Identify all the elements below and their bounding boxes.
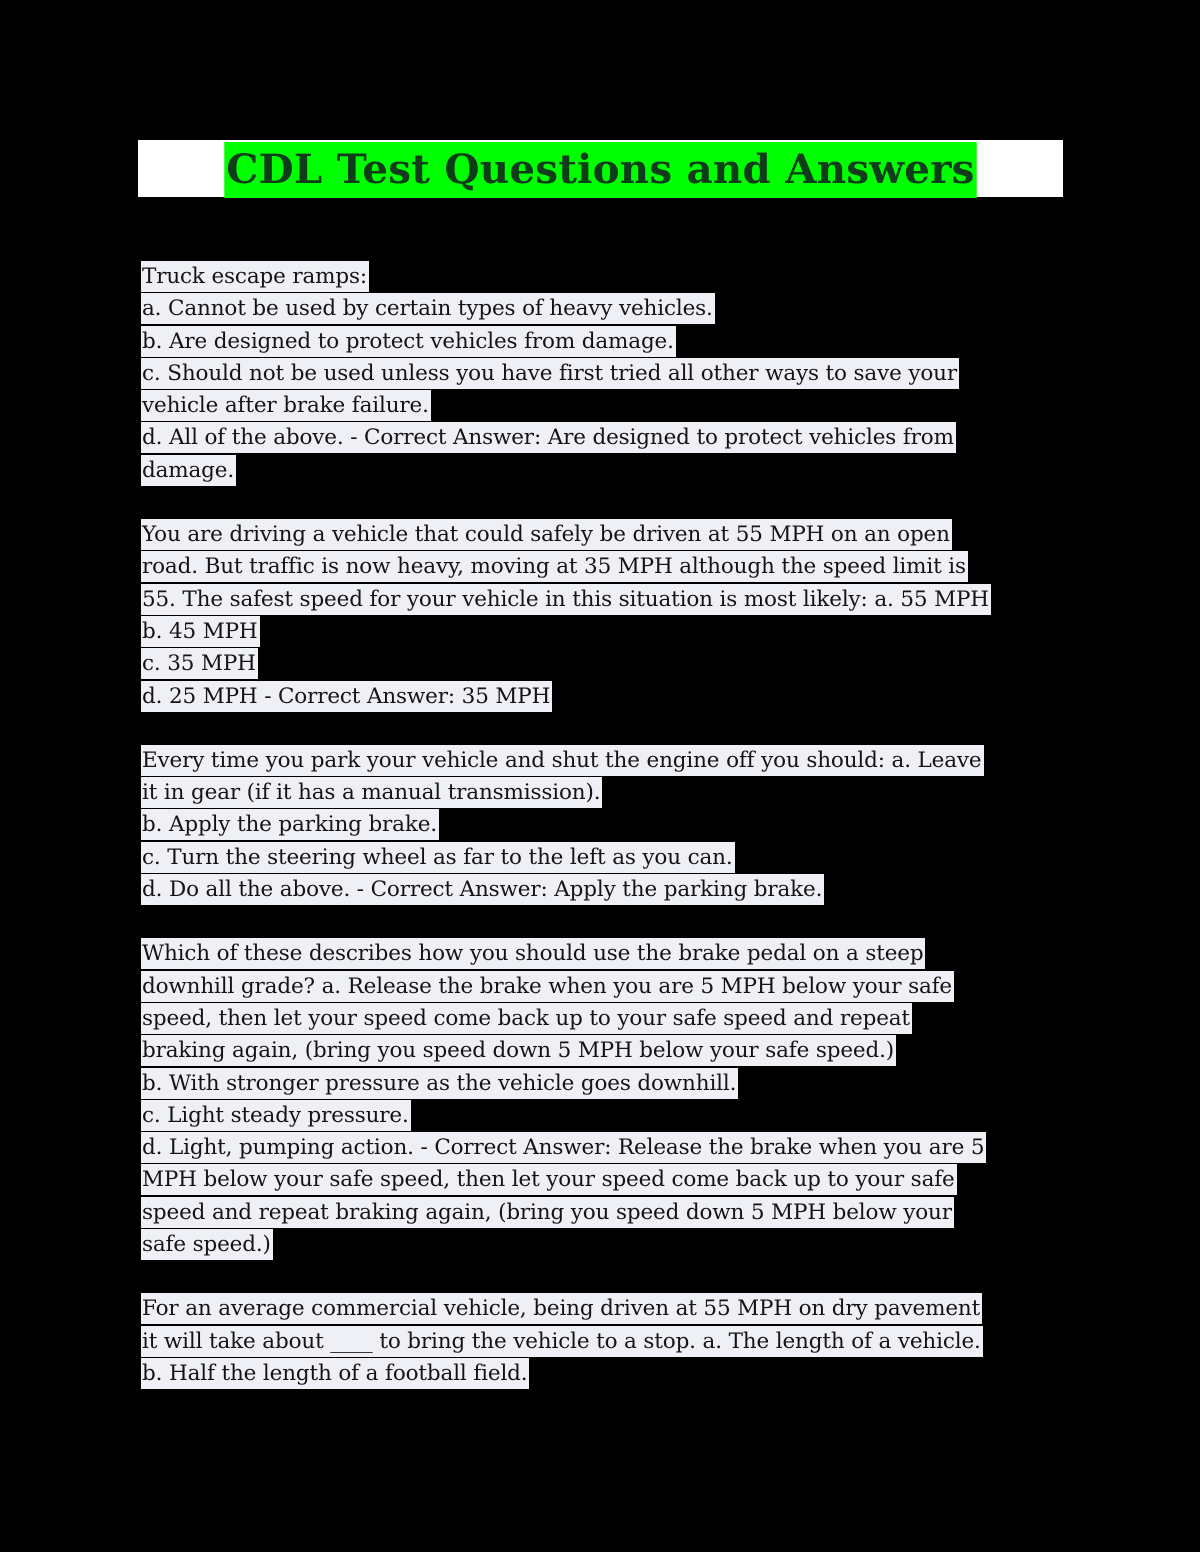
line-text: b. 45 MPH [141, 616, 260, 647]
line-text: speed and repeat braking again, (bring you speed down 5 MPH below your [141, 1197, 954, 1228]
text-line [141, 1164, 1066, 1196]
line-text: b. Are designed to protect vehicles from damage. [141, 326, 676, 357]
page-title: CDL Test Questions and Answers [224, 142, 976, 198]
line-text: c. Should not be used unless you have first tried all other ways to save your [141, 358, 959, 389]
text-line [141, 1132, 1066, 1164]
text-line [141, 390, 1066, 422]
qa-list [141, 261, 1066, 1422]
text-line [141, 1197, 1066, 1229]
line-text: d. Do all the above. - Correct Answer: Apply the parking brake. [141, 874, 824, 905]
title-band [138, 140, 1063, 197]
line-text: You are driving a vehicle that could safely be driven at 55 MPH on an open [141, 519, 952, 550]
line-text: c. Light steady pressure. [141, 1100, 411, 1131]
line-text: Every time you park your vehicle and shut the engine off you should: a. Leave [141, 745, 984, 776]
text-line [141, 648, 1066, 680]
text-line [141, 1358, 1066, 1390]
line-text: b. With stronger pressure as the vehicle goes downhill. [141, 1068, 738, 1099]
text-line [141, 1068, 1066, 1100]
line-text: braking again, (bring you speed down 5 MPH below your safe speed.) [141, 1035, 896, 1066]
text-line [141, 261, 1066, 293]
text-line [141, 584, 1066, 616]
line-text: d. 25 MPH - Correct Answer: 35 MPH [141, 681, 552, 712]
text-line [141, 874, 1066, 906]
text-line [141, 1003, 1066, 1035]
text-line [141, 1035, 1066, 1067]
line-text: b. Half the length of a football field. [141, 1358, 529, 1389]
line-text: d. Light, pumping action. - Correct Answer: Release the brake when you are 5 [141, 1132, 986, 1163]
text-line [141, 842, 1066, 874]
line-text: vehicle after brake failure. [141, 390, 431, 421]
text-line [141, 809, 1066, 841]
line-text: b. Apply the parking brake. [141, 809, 439, 840]
line-text: downhill grade? a. Release the brake when you are 5 MPH below your safe [141, 971, 954, 1002]
question-block [141, 745, 1066, 906]
text-line [141, 1100, 1066, 1132]
line-text: d. All of the above. - Correct Answer: Are designed to protect vehicles from [141, 422, 956, 453]
text-line [141, 551, 1066, 583]
text-line [141, 616, 1066, 648]
question-block [141, 1293, 1066, 1390]
text-line [141, 326, 1066, 358]
text-line [141, 745, 1066, 777]
question-block [141, 519, 1066, 713]
line-text: Truck escape ramps: [141, 261, 369, 292]
text-line [141, 681, 1066, 713]
line-text: Which of these describes how you should use the brake pedal on a steep [141, 938, 925, 969]
line-text: c. Turn the steering wheel as far to the left as you can. [141, 842, 735, 873]
line-text: c. 35 MPH [141, 648, 258, 679]
text-line [141, 1293, 1066, 1325]
line-text: MPH below your safe speed, then let your speed come back up to your safe [141, 1164, 957, 1195]
text-line [141, 938, 1066, 970]
line-text: road. But traffic is now heavy, moving at 35 MPH although the speed limit is [141, 551, 968, 582]
line-text: safe speed.) [141, 1229, 273, 1260]
line-text: For an average commercial vehicle, being driven at 55 MPH on dry pavement [141, 1293, 982, 1324]
line-text: it in gear (if it has a manual transmission). [141, 777, 602, 808]
question-block [141, 261, 1066, 487]
text-line [141, 1229, 1066, 1261]
text-line [141, 455, 1066, 487]
text-line [141, 358, 1066, 390]
text-line [141, 1326, 1066, 1358]
text-line [141, 519, 1066, 551]
line-text: 55. The safest speed for your vehicle in this situation is most likely: a. 55 MPH [141, 584, 991, 615]
question-block [141, 938, 1066, 1261]
line-text: speed, then let your speed come back up to your safe speed and repeat [141, 1003, 912, 1034]
line-text: a. Cannot be used by certain types of heavy vehicles. [141, 293, 715, 324]
line-text: it will take about ____ to bring the vehicle to a stop. a. The length of a vehicle. [141, 1326, 983, 1357]
text-line [141, 777, 1066, 809]
text-line [141, 422, 1066, 454]
text-line [141, 293, 1066, 325]
text-line [141, 971, 1066, 1003]
line-text: damage. [141, 455, 236, 486]
